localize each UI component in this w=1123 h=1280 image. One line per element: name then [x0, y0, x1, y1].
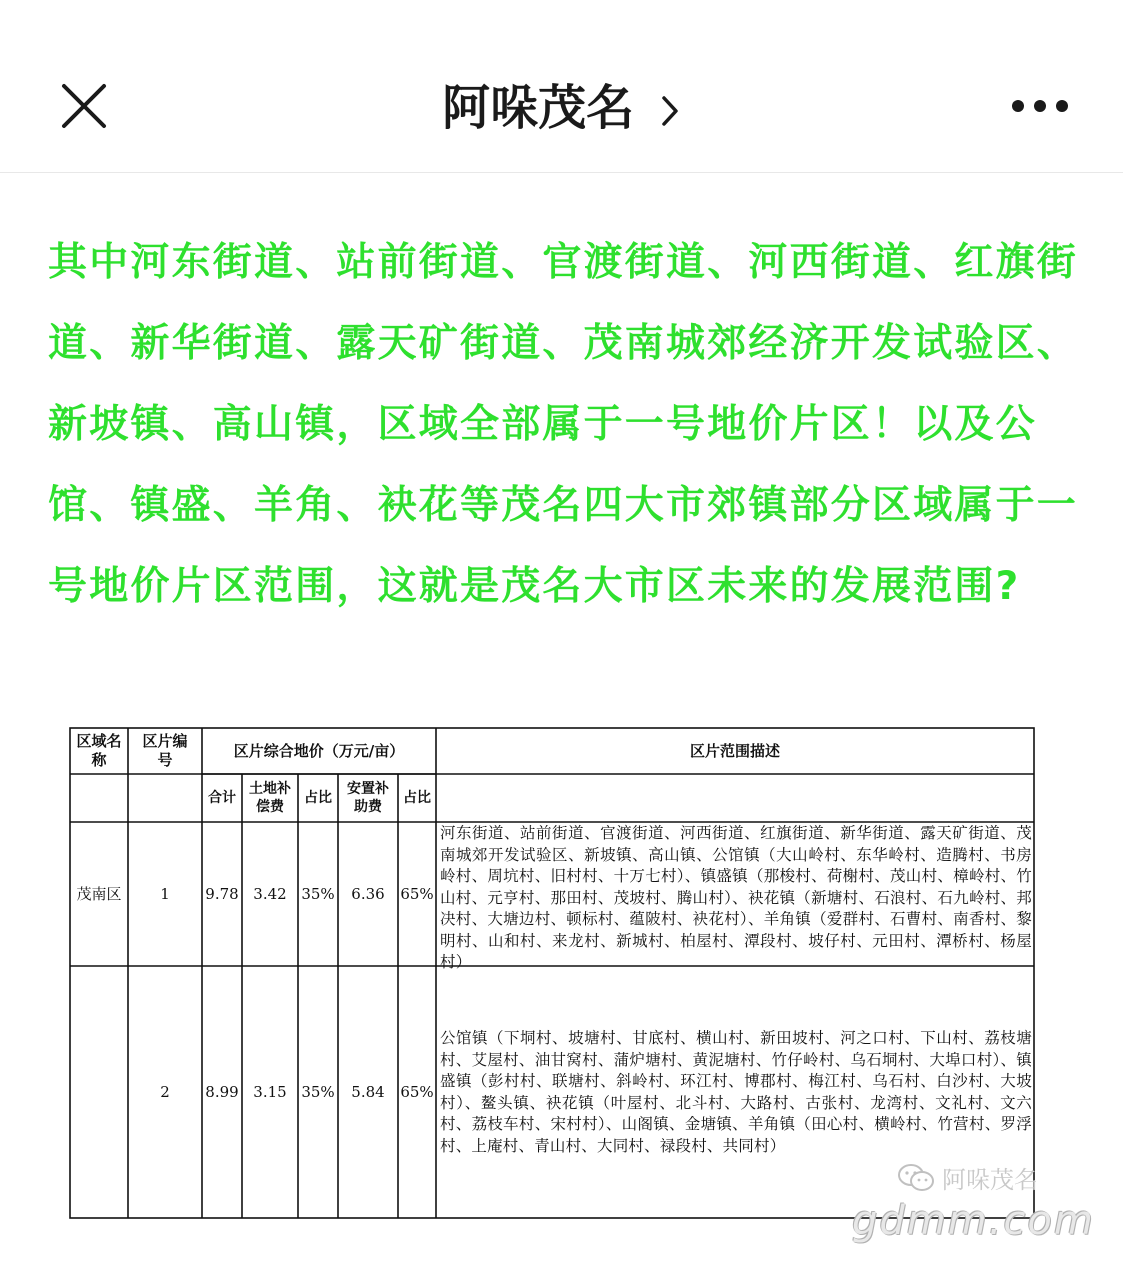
row2-resettle: 5.84: [351, 1083, 385, 1101]
row1-total: 9.78: [205, 885, 239, 903]
more-button[interactable]: [1008, 92, 1072, 120]
header-price-group: 区片综合地价（万元/亩）: [233, 742, 405, 760]
header-zone-no: 区片编号: [142, 732, 188, 769]
row2-zone: 2: [160, 1083, 170, 1101]
row2-total: 8.99: [205, 1083, 239, 1101]
row1-ratio-1: 35%: [301, 885, 335, 903]
header-ratio-2: 占比: [403, 790, 431, 806]
row1-ratio-2: 65%: [400, 885, 434, 903]
chevron-right-icon: [659, 93, 681, 129]
header-total: 合计: [208, 790, 236, 806]
row1-zone: 1: [160, 885, 170, 903]
watermark-brand: [896, 1160, 1038, 1195]
header-description: 区片范围描述: [689, 742, 780, 760]
land-price-table: [68, 726, 1036, 1220]
account-title-link[interactable]: [0, 72, 1123, 144]
row1-description: 河东街道、站前街道、官渡街道、河西街道、红旗街道、新华街道、露天矿街道、茂南城郊开发试验区、新坡镇、高山镇、公馆镇（大山岭村、东华岭村、造腾村、书房岭村、周坑村、旧村村、十万七村）、镇盛镇（那梭村、荷榭村、茂山村、樟岭村、竹山村、元亨村、那田村、茂坡村、腾山村）、袂花镇（新塘村、石浪村、石九岭村、邦决村、大塘边村、顿标村、蕴陂村、袂花村）、羊角镇（爱群村、石曹村、南香村、黎明村、山和村、来龙村、新城村、柏屋村、潭段村、坡仔村、元田村、潭桥村、杨屋村）: [440, 824, 1032, 971]
row2-ratio-1: 35%: [301, 1083, 335, 1101]
article-paragraph: 其中河东街道、站前街道、官渡街道、河西街道、红旗街道、新华街道、露天矿街道、茂南城郊经济开发试验区、新坡镇、高山镇，区域全部属于一号地价片区！以及公馆、镇盛、羊角、袂花等茂名四大市郊镇部分区域属于一号地价片区范围，这就是茂名大市区未来的发展范围?: [48, 240, 1079, 609]
header-resettlement: 安置补助费: [347, 781, 389, 815]
watermark-brand-text: 阿哚茂名: [942, 1166, 1038, 1194]
row1-region: 茂南区: [76, 885, 122, 903]
row1-land: 3.42: [253, 885, 287, 903]
wechat-icon: [896, 1163, 936, 1193]
watermark-site: gdmm.com: [852, 1198, 1095, 1244]
row2-description: 公馆镇（下垌村、坡塘村、甘底村、横山村、新田坡村、河之口村、下山村、荔枝塘村、艾屋村、油甘窝村、蒲炉塘村、黄泥塘村、竹仔岭村、乌石垌村、大埠口村）、镇盛镇（彭村村、联塘村、斜岭村、环江村、博郡村、梅江村、乌石村、白沙村、大坡村）、鳌头镇、袂花镇（叶屋村、北斗村、大路村、古张村、龙湾村、文礼村、文六村、荔枝车村、宋村村）、山阁镇、金塘镇、羊角镇（田心村、横岭村、竹营村、罗浮村、上庵村、青山村、大同村、禄段村、共同村）: [440, 1029, 1032, 1155]
page-title: 阿哚茂名: [442, 80, 635, 136]
more-icon: [1008, 92, 1072, 120]
top-bar: [0, 0, 1123, 173]
header-region-name: 区域名称: [76, 732, 122, 769]
header-ratio-1: 占比: [304, 790, 332, 806]
header-land-compensation: 土地补偿费: [249, 781, 291, 815]
row2-ratio-2: 65%: [400, 1083, 434, 1101]
row2-region: [71, 968, 127, 1216]
row2-land: 3.15: [253, 1083, 287, 1101]
row1-resettle: 6.36: [351, 885, 385, 903]
